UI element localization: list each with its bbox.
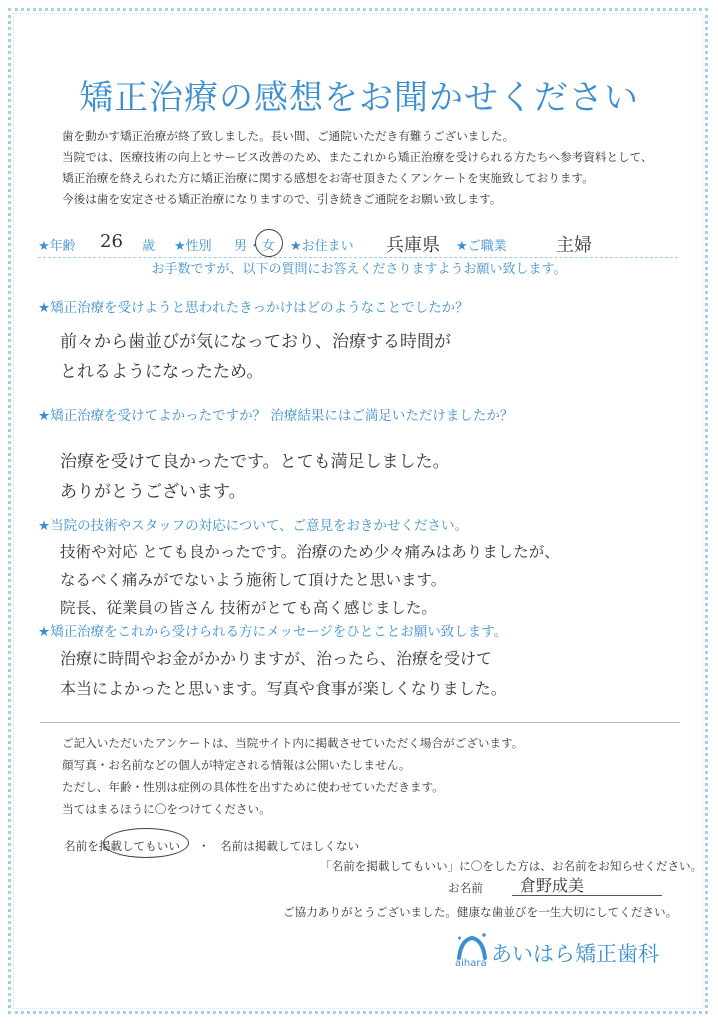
profile-row	[38, 231, 678, 258]
age-label: ★年齢	[38, 239, 76, 254]
residence-label: ★お住まい	[290, 239, 354, 254]
question-2: ★矯正治療を受けてよかったですか？ 治療結果にはご満足いただけましたか？	[38, 408, 514, 424]
note-line: ただし、年齢・性別は症例の具体性を出すために使わせていただきます。	[62, 780, 444, 794]
answer-line: 技術や対応 とても良かったです。治療のため少々痛みはありましたが、	[60, 543, 560, 561]
job-label: ★ご職業	[456, 239, 507, 254]
age-unit: 歳	[142, 239, 156, 254]
note-line: ご記入いただいたアンケートは、当院サイト内に掲載させていただく場合がございます。	[62, 736, 524, 750]
name-label: お名前	[448, 881, 483, 895]
gender-label: ★性別	[174, 239, 212, 254]
name-underline	[512, 895, 662, 896]
intro-text	[62, 126, 682, 210]
request-text: お手数ですが、以下の質問にお答えくださりますようお願い致します。	[151, 262, 567, 277]
intro-line: 今後は歯を安定させる矯正治療になりますので、引き続きご通院をお願い致します。	[62, 192, 502, 206]
page-title: 矯正治療の感想をお聞かせください	[79, 78, 639, 118]
question-1: ★矯正治療を受けようと思われたきっかけはどのようなことでしたか？	[38, 300, 469, 316]
gender-male: 男	[234, 239, 248, 254]
answer-2	[60, 447, 700, 507]
answer-line: 院長、従業員の皆さん 技術がとても高く感じました。	[60, 599, 437, 617]
consent-option-no[interactable]: 名前は掲載してほしくない	[220, 839, 360, 853]
answer-line: 治療を受けて良かったです。とても満足しました。	[60, 452, 450, 472]
clinic-logo	[455, 932, 685, 972]
intro-line: 矯正治療を終えられた方に矯正治療に関する感想をお寄せ頂きたくアンケートを実施致しております。	[62, 171, 594, 185]
answer-1	[60, 327, 700, 387]
residence-value: 兵庫県	[386, 235, 440, 256]
answer-3	[60, 538, 700, 622]
gender-separator: ・	[248, 239, 262, 254]
answer-line: ありがとうございます。	[60, 482, 246, 502]
answer-4	[60, 644, 700, 704]
gender-circle-mark	[255, 229, 283, 257]
note-line: 当てはまるほうに〇をつけてください。	[62, 802, 271, 816]
age-value: 26	[100, 231, 123, 252]
job-value: 主婦	[556, 235, 592, 256]
thanks-text: ご協力ありがとうございました。健康な歯並びを一生大切にしてください。	[283, 905, 678, 919]
name-request: 「名前を掲載してもいい」に〇をした方は、お名前をお知らせください。	[320, 859, 703, 873]
divider	[40, 722, 680, 723]
question-3: ★当院の技術やスタッフの対応について、ご意見をおきかせください。	[38, 518, 469, 534]
answer-line: とれるようになったため。	[60, 362, 264, 382]
question-4: ★矯正治療をこれから受けられる方にメッセージをひとことお願い致します。	[38, 624, 508, 640]
intro-line: 歯を動かす矯正治療が終了致しました。長い間、ご通院いただき有難うございました。	[62, 129, 515, 143]
gender-female: 女	[262, 239, 276, 254]
answer-line: 治療に時間やお金がかかりますが、治ったら、治療を受けて	[60, 649, 493, 668]
answer-line: なるべく痛みがでないよう施術して頂けたと思います。	[60, 571, 447, 589]
answer-line: 本当によかったと思います。写真や食事が楽しくなりました。	[60, 679, 507, 698]
intro-line: 当院では、医療技術の向上とサービス改善のため、またこれから矯正治療を受けられる方たちへ参考資料として、	[62, 150, 653, 164]
consent-option-yes[interactable]: 名前を掲載してもいい	[64, 839, 180, 853]
consent-separator: ・	[198, 839, 210, 853]
logo-subtext: aihara	[455, 958, 487, 969]
consent-circle-mark	[103, 828, 189, 858]
logo-text: あいはら矯正歯科	[491, 942, 659, 966]
answer-line: 前々から歯並びが気になっており、治療する時間が	[60, 332, 451, 352]
name-value[interactable]: 倉野成美	[520, 876, 585, 895]
notes	[62, 732, 682, 820]
note-line: 顔写真・お名前などの個人が特定される情報は公開いたしません。	[62, 758, 411, 772]
